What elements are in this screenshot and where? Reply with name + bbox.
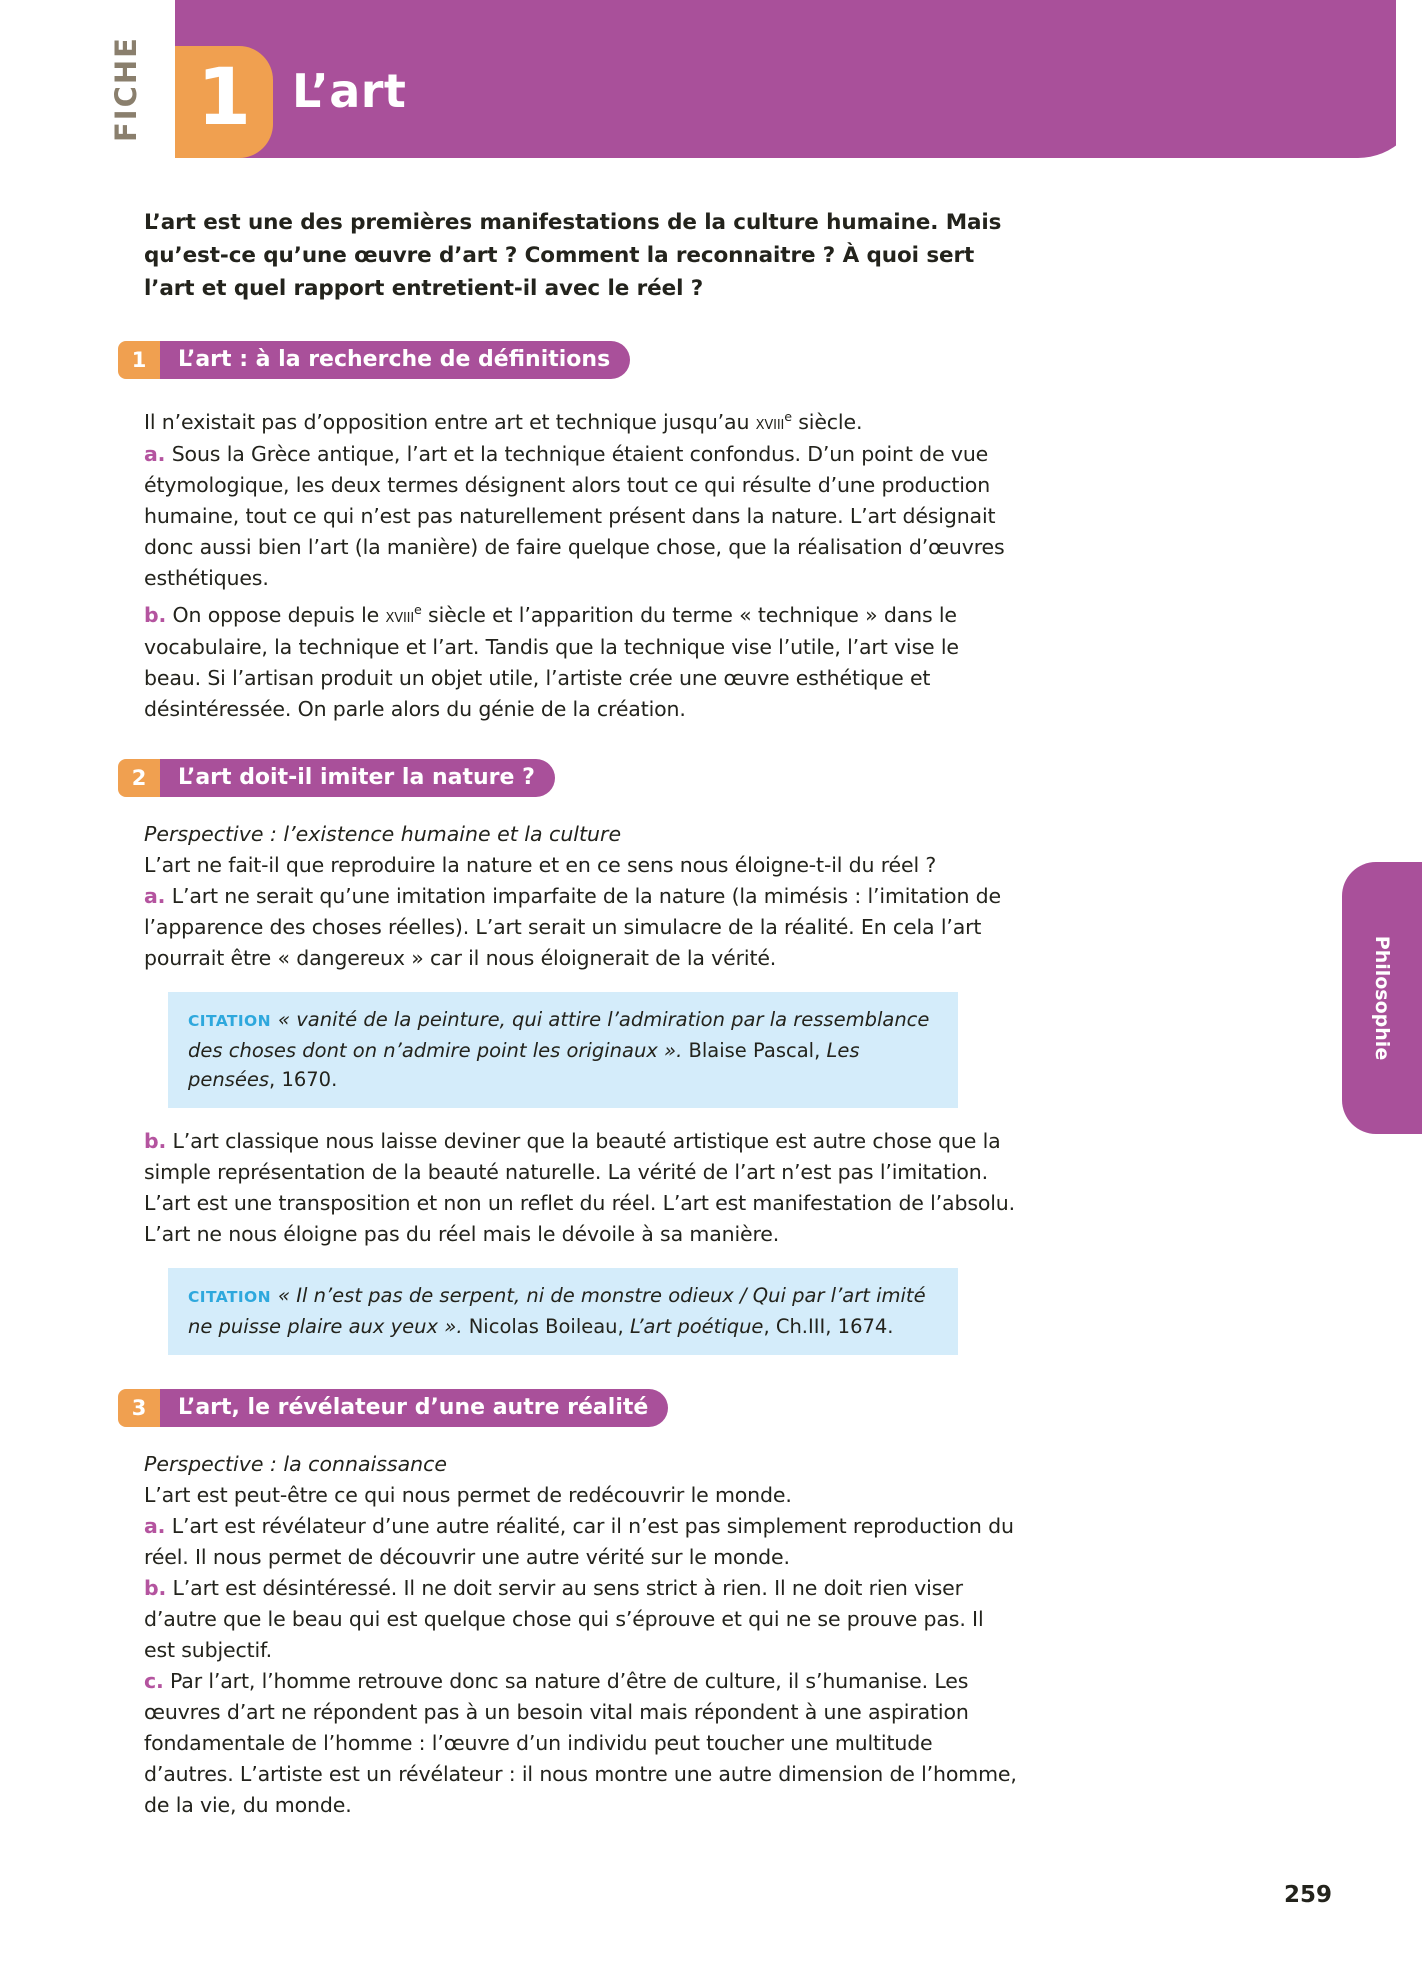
page-title: L’art bbox=[292, 64, 407, 118]
citation-1-author: Blaise Pascal, bbox=[682, 1038, 827, 1062]
page-content bbox=[131, 206, 1020, 1855]
section-1-header bbox=[118, 341, 630, 379]
citation-2-ref: , Ch.III, 1674. bbox=[763, 1314, 894, 1338]
citation-2-quote: « Il n’est pas de serpent, ni de monstre odieux / Qui par l’art imité ne puisse plaire aux yeux ». bbox=[188, 1283, 926, 1338]
citation-box-2 bbox=[168, 1268, 958, 1355]
fiche-number-badge: 1 bbox=[175, 46, 273, 158]
section-3-item-a-text: L’art est révélateur d’une autre réalité, car il n’est pas simplement reproduction du réel. Il nous permet de découvrir une autre vérité sur le monde. bbox=[144, 1513, 1014, 1569]
citation-1-quote: « vanité de la peinture, qui attire l’admiration par la ressemblance des choses dont on n’admire point les originaux ». bbox=[188, 1007, 930, 1062]
section-3-item-b bbox=[144, 1573, 1020, 1666]
section-2-item-a bbox=[144, 881, 1020, 974]
section-1-item-b-century: xviii bbox=[385, 605, 415, 627]
section-3-item-a bbox=[144, 1511, 1020, 1573]
item-marker-c: c. bbox=[144, 1668, 164, 1693]
section-2-lead: L’art ne fait-il que reproduire la nature et en ce sens nous éloigne-t-il du réel ? bbox=[144, 852, 937, 877]
section-1-item-b-before: On oppose depuis le bbox=[166, 602, 386, 627]
subject-side-tab[interactable] bbox=[1342, 862, 1422, 1134]
fiche-label: FICHE bbox=[109, 36, 143, 142]
section-3-item-c bbox=[144, 1666, 1020, 1821]
citation-2-work: L’art poétique bbox=[629, 1314, 764, 1338]
section-1-title: L’art : à la recherche de définitions bbox=[160, 341, 630, 379]
section-1-century-sup: e bbox=[784, 409, 792, 424]
citation-label: CITATION bbox=[188, 1011, 271, 1030]
citation-2-author: Nicolas Boileau, bbox=[462, 1314, 630, 1338]
citation-2-content bbox=[188, 1281, 938, 1341]
item-marker-a: a. bbox=[144, 883, 166, 908]
section-2-item-b-text: L’art classique nous laisse deviner que la beauté artistique est autre chose que la simple représentation de la beauté naturelle. La vérité de l’art n’est pas l’imitation. L’art est une transposition et non un reflet du réel. L’art est manifestation de l’absolu. L’art ne nous éloigne pas du réel mais le dévoile à sa manière. bbox=[144, 1128, 1015, 1246]
section-1-lead bbox=[144, 401, 1020, 439]
section-1-item-a bbox=[144, 439, 1020, 594]
section-1-century: xviii bbox=[755, 412, 785, 434]
citation-1-content bbox=[188, 1005, 938, 1094]
citation-1-ref: , 1670. bbox=[269, 1067, 338, 1091]
section-3-header bbox=[118, 1389, 668, 1427]
section-3-item-b-text: L’art est désintéressé. Il ne doit servir au sens strict à rien. Il ne doit rien viser d’autre que le beau qui est quelque chose qui s’éprouve et qui ne se prouve pas. Il est subjectif. bbox=[144, 1575, 984, 1662]
section-2-item-a-text: L’art ne serait qu’une imitation imparfaite de la nature (la mimésis : l’imitation de l’apparence des choses réelles). L’art serait un simulacre de la réalité. En cela l’art pourrait être « dangereux » car il nous éloignerait de la vérité. bbox=[144, 883, 1001, 970]
item-marker-b: b. bbox=[144, 1128, 167, 1153]
section-3-title: L’art, le révélateur d’une autre réalité bbox=[160, 1389, 668, 1427]
section-1 bbox=[131, 341, 1020, 725]
section-1-item-a-text: Sous la Grèce antique, l’art et la technique étaient confondus. D’un point de vue étymologique, les deux termes désignent alors tout ce qui résulte d’une production humaine, tout ce qui n’est pas naturellement présent dans la nature. L’art désignait donc aussi bien l’art (la manière) de faire quelque chose, que la réalisation d’œuvres esthétiques. bbox=[144, 441, 1005, 590]
citation-box-1 bbox=[168, 992, 958, 1108]
item-marker-b: b. bbox=[144, 1575, 167, 1600]
section-1-lead-text: Il n’existait pas d’opposition entre art et technique jusqu’au bbox=[144, 409, 756, 434]
citation-label: CITATION bbox=[188, 1287, 271, 1306]
citation-1-work: Les pensées bbox=[188, 1038, 860, 1091]
section-2-title: L’art doit-il imiter la nature ? bbox=[160, 759, 555, 797]
section-1-item-b bbox=[144, 594, 1020, 725]
item-marker-a: a. bbox=[144, 441, 166, 466]
subject-side-tab-label: Philosophie bbox=[1371, 935, 1393, 1061]
section-2-item-b bbox=[144, 1126, 1020, 1250]
section-3-item-c-text: Par l’art, l’homme retrouve donc sa nature d’être de culture, il s’humanise. Les œuvres d’art ne répondent pas à un besoin vital mais répondent à une aspiration fondamentale de l’homme : l’œuvre d’un individu peut toucher une multitude d’autres. L’artiste est un révélateur : il nous montre une autre dimension de l’homme, de la vie, du monde. bbox=[144, 1668, 1017, 1817]
section-1-lead-tail: siècle. bbox=[791, 409, 863, 434]
item-marker-b: b. bbox=[144, 602, 167, 627]
section-3-lead: L’art est peut-être ce qui nous permet de redécouvrir le monde. bbox=[144, 1482, 792, 1507]
page-number: 259 bbox=[1283, 1882, 1332, 1908]
section-2 bbox=[131, 759, 1020, 1355]
section-2-header bbox=[118, 759, 555, 797]
section-1-item-b-after: siècle et l’apparition du terme « technique » dans le vocabulaire, la technique et l’art. Tandis que la technique vise l’utile, l’art vise le beau. Si l’artisan produit un objet utile, l’artiste crée une œuvre esthétique et désintéressée. On parle alors du génie de la création. bbox=[144, 602, 959, 721]
section-2-number: 2 bbox=[118, 759, 160, 797]
item-marker-a: a. bbox=[144, 1513, 166, 1538]
intro-paragraph: L’art est une des premières manifestations de la culture humaine. Mais qu’est-ce qu’une œuvre d’art ? Comment la reconnaitre ? À quoi sert l’art et quel rapport entretient-il avec le réel ? bbox=[144, 210, 1002, 301]
section-3 bbox=[131, 1389, 1020, 1821]
section-2-perspective: Perspective : l’existence humaine et la culture bbox=[144, 821, 622, 846]
section-3-perspective: Perspective : la connaissance bbox=[144, 1451, 448, 1476]
section-3-number: 3 bbox=[118, 1389, 160, 1427]
header-band-edge bbox=[1396, 0, 1422, 158]
section-1-item-b-century-sup: e bbox=[414, 601, 422, 617]
section-1-number: 1 bbox=[118, 341, 160, 379]
